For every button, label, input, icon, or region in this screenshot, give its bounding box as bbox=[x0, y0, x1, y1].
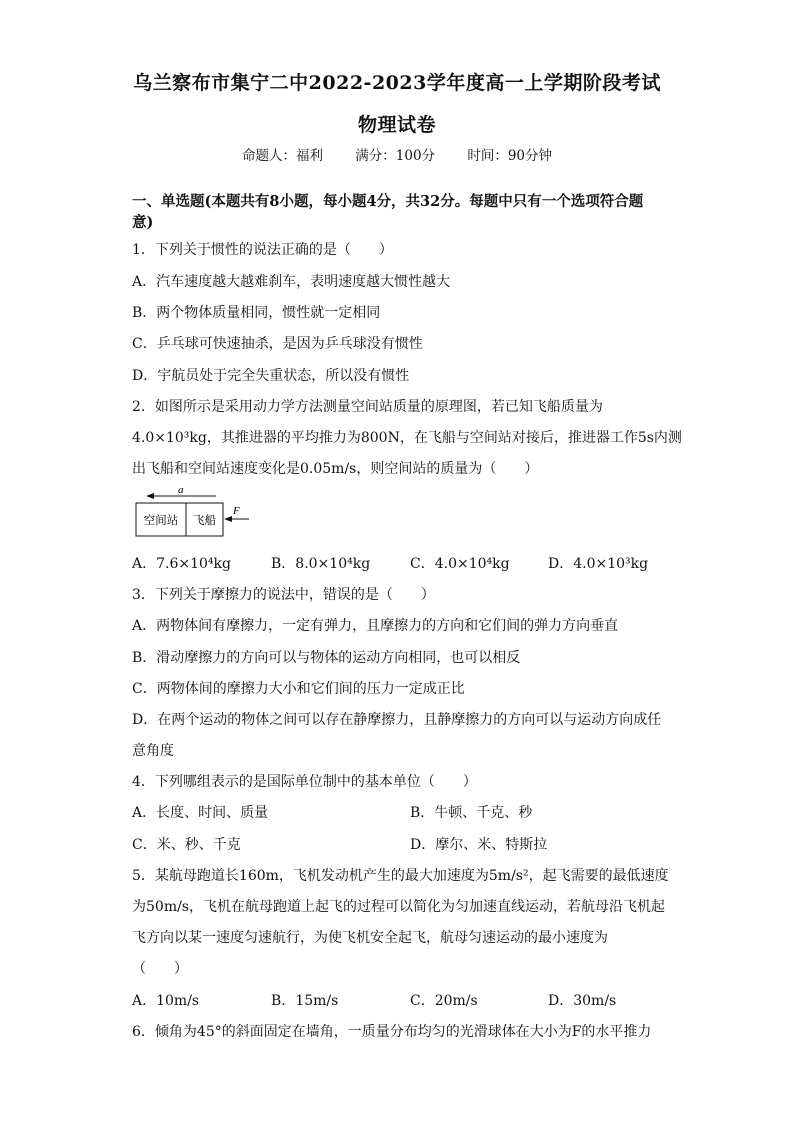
q5-option-a: A．10m/s bbox=[132, 993, 200, 1009]
q2-diagram-svg bbox=[136, 486, 256, 538]
exam-subject: 物理试卷 bbox=[357, 114, 436, 136]
q3-option-a: A．两物体间有摩擦力，一定有弹力，且摩擦力的方向和它们间的弹力方向垂直 bbox=[132, 618, 619, 634]
q2-option-b: B．8.0×10⁴kg bbox=[271, 556, 371, 572]
exam-meta bbox=[0, 144, 794, 164]
q1-option-b: B．两个物体质量相同，惯性就一定相同 bbox=[132, 305, 381, 321]
q3-option-b: B．滑动摩擦力的方向可以与物体的运动方向相同，也可以相反 bbox=[132, 650, 521, 666]
q5-option-d: D．30m/s bbox=[548, 993, 617, 1009]
q5-stem-line3: 飞方向以某一速度匀速航行，为使飞机安全起飞，航母匀速运动的最小速度为 bbox=[132, 930, 608, 946]
q1-stem: 1．下列关于惯性的说法正确的是（ ） bbox=[132, 242, 393, 258]
q2-option-a: A．7.6×10⁴kg bbox=[132, 556, 231, 572]
q3-option-d-line2: 意角度 bbox=[132, 743, 174, 759]
q4-option-d: D．摩尔、米、特斯拉 bbox=[410, 837, 548, 853]
q2-option-d: D．4.0×10³kg bbox=[548, 556, 649, 572]
q2-stem-line3: 出飞船和空间站速度变化是0.05m/s，则空间站的质量为（ ） bbox=[132, 461, 539, 477]
q6-stem-line1: 6．倾角为45°的斜面固定在墙角，一质量分布均匀的光滑球体在大小为F的水平推力 bbox=[132, 1024, 652, 1040]
exam-time: 时间：90分钟 bbox=[467, 148, 553, 164]
q5-option-b: B．15m/s bbox=[271, 993, 339, 1009]
force-arrow-head bbox=[224, 516, 232, 522]
q1-option-a: A．汽车速度越大越难刹车，表明速度越大惯性越大 bbox=[132, 274, 451, 290]
full-score: 满分：100分 bbox=[355, 148, 436, 164]
q3-stem: 3．下列关于摩擦力的说法中，错误的是（ ） bbox=[132, 587, 435, 603]
author: 命题人：福利 bbox=[241, 148, 323, 164]
q2-stem-line2: 4.0×10³kg，其推进器的平均推力为800N，在飞船与空间站对接后，推进器工作5s内测 bbox=[132, 430, 682, 446]
accel-arrow-head bbox=[146, 493, 154, 499]
q5-stem-line4: （ ） bbox=[132, 961, 188, 977]
q5-stem-line1: 5．某航母跑道长160m，飞机发动机产生的最大加速度为5m/s²，起飞需要的最低速度 bbox=[132, 868, 669, 884]
q4-stem: 4．下列哪组表示的是国际单位制中的基本单位（ ） bbox=[132, 774, 477, 790]
force-label: F bbox=[233, 505, 240, 517]
section-heading: 一、单选题(本题共有8小题，每小题4分，共32分。每题中只有一个选项符合题意) bbox=[132, 193, 644, 231]
q1-option-d: D．宇航员处于完全失重状态，所以没有惯性 bbox=[132, 368, 410, 384]
q1-option-c: C．乒乓球可快速抽杀，是因为乒乓球没有惯性 bbox=[132, 336, 423, 352]
exam-title: 乌兰察布市集宁二中2022-2023学年度高一上学期阶段考试 bbox=[133, 72, 661, 94]
q4-option-c: C．米、秒、千克 bbox=[132, 837, 241, 853]
q2-stem-line1: 2．如图所示是采用动力学方法测量空间站质量的原理图，若已知飞船质量为 bbox=[132, 399, 603, 415]
q5-stem-line2: 为50m/s，飞机在航母跑道上起飞的过程可以简化为匀加速直线运动，若航母沿飞机起 bbox=[132, 899, 665, 915]
q3-option-d-line1: D．在两个运动的物体之间可以存在静摩擦力，且静摩擦力的方向可以与运动方向成任 bbox=[132, 712, 662, 728]
q2-option-c: C．4.0×10⁴kg bbox=[410, 556, 510, 572]
q4-option-a: A．长度、时间、质量 bbox=[132, 805, 269, 821]
q3-option-c: C．两物体间的摩擦力大小和它们间的压力一定成正比 bbox=[132, 681, 465, 697]
q5-option-c: C．20m/s bbox=[410, 993, 478, 1009]
spaceship-label: 飞船 bbox=[193, 513, 216, 527]
q4-option-b: B．牛顿、千克、秒 bbox=[410, 805, 533, 821]
space-station-label: 空间站 bbox=[143, 513, 179, 527]
q2-diagram bbox=[136, 486, 256, 538]
accel-label: a bbox=[178, 484, 184, 496]
